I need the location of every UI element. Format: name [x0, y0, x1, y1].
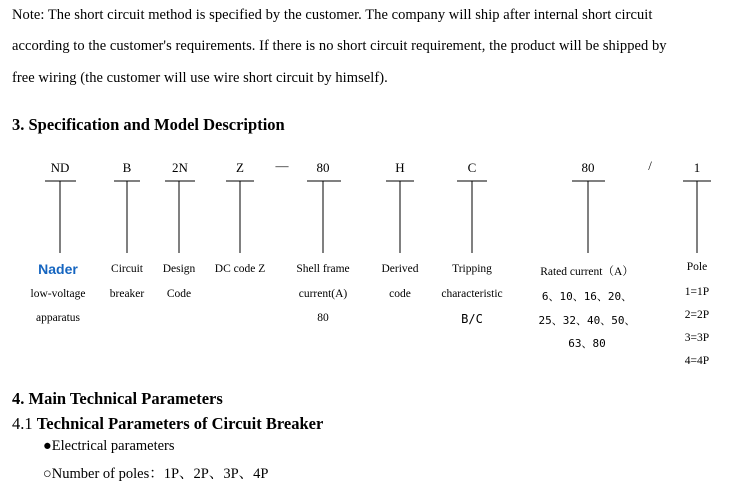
- section-4-title: 4. Main Technical Parameters: [12, 389, 223, 408]
- section-4-1-heading: [12, 414, 323, 434]
- bullet-electrical-parameters: ●Electrical parameters: [43, 438, 175, 454]
- label-2n-1: Design: [162, 263, 196, 275]
- label-2n-2: Code: [166, 288, 192, 300]
- section-3-title: 3. Specification and Model Description: [12, 115, 285, 134]
- code-pole: 1: [693, 160, 701, 175]
- section-4-1-title: Technical Parameters of Circuit Breaker: [36, 414, 324, 433]
- label-pole-4: 3=3P: [684, 332, 710, 344]
- code-h: H: [395, 160, 405, 175]
- note-line-2: according to the customer's requirements. If there is no short circuit requirement, the product will be shipped by: [12, 38, 667, 54]
- label-rated-2: 6、10、16、20、: [541, 290, 633, 303]
- label-pole-3: 2=2P: [684, 309, 710, 321]
- note-line-1: Note: The short circuit method is specified by the customer. The company will ship after internal short circuit: [12, 7, 653, 23]
- label-nd-3: apparatus: [35, 312, 81, 324]
- bullet-number-of-poles: ○Number of poles：1P、2P、3P、4P: [43, 466, 269, 482]
- label-rated-1: Rated current（A）: [540, 266, 634, 278]
- label-pole-2: 1=1P: [684, 286, 710, 298]
- separator-dash: —: [275, 158, 289, 173]
- nader-logo: Nader: [38, 261, 78, 277]
- label-pole-5: 4=4P: [684, 355, 710, 367]
- label-80-1: Shell frame: [296, 263, 350, 275]
- code-2n: 2N: [172, 160, 188, 175]
- code-80: 80: [316, 160, 330, 175]
- code-b: B: [122, 160, 132, 175]
- section-4-1-number: 4.1: [12, 414, 33, 433]
- code-nd: ND: [50, 160, 70, 175]
- label-b-1: Circuit: [111, 263, 143, 275]
- label-c-2: characteristic: [441, 288, 503, 300]
- label-c-3: B/C: [461, 312, 483, 326]
- label-nd-2: low-voltage: [30, 288, 86, 300]
- code-c: C: [467, 160, 477, 175]
- label-h-2: code: [389, 288, 411, 300]
- label-rated-4: 63、80: [568, 337, 606, 350]
- label-c-1: Tripping: [452, 263, 492, 275]
- label-h-1: Derived: [381, 263, 419, 275]
- label-80-2: current(A): [298, 288, 348, 300]
- label-z-1: DC code Z: [214, 263, 266, 275]
- note-line-3: free wiring (the customer will use wire short circuit by himself).: [12, 70, 388, 86]
- label-rated-3: 25、32、40、50、: [538, 314, 636, 327]
- separator-slash: /: [648, 158, 652, 173]
- label-pole-1: Pole: [686, 261, 708, 273]
- code-z: Z: [236, 160, 244, 175]
- label-b-2: breaker: [109, 288, 145, 300]
- code-rated-80: 80: [581, 160, 595, 175]
- label-80-3: 80: [317, 312, 329, 324]
